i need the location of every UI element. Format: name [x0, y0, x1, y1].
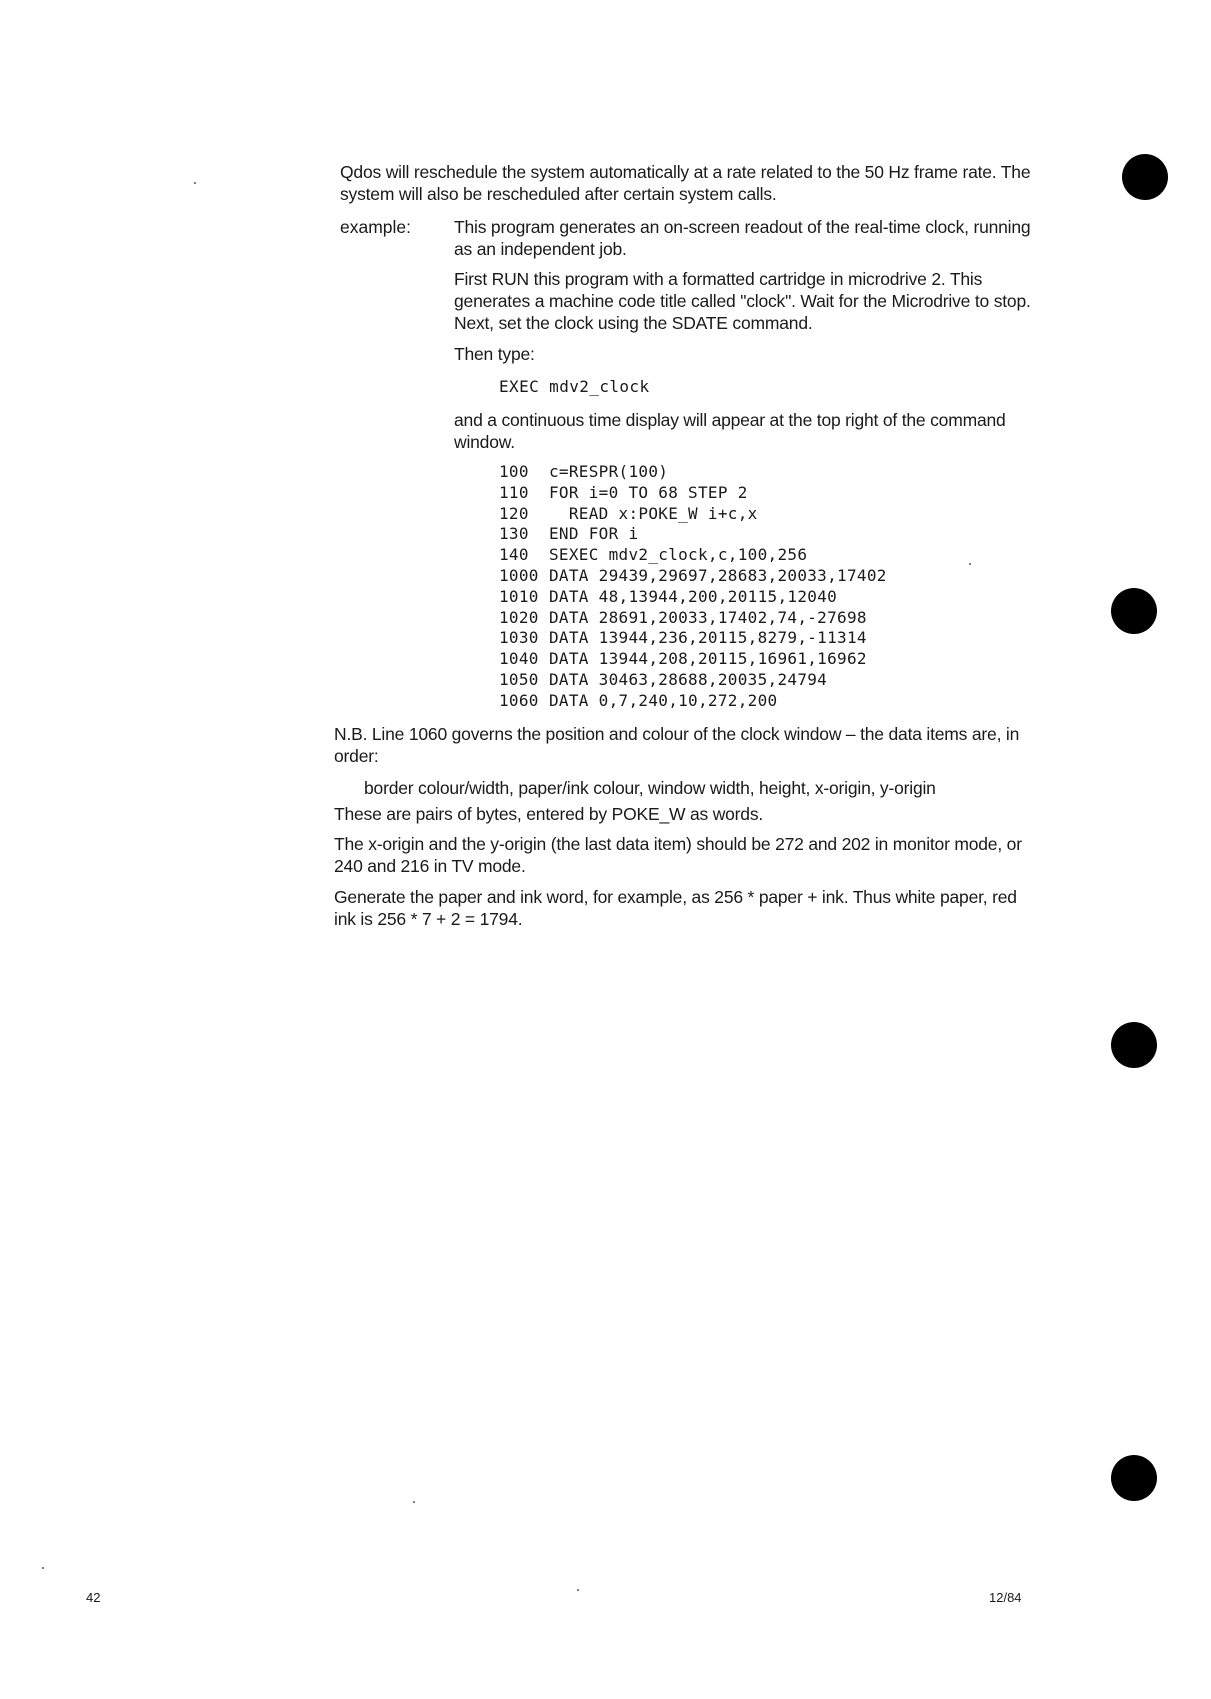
code-listing [499, 462, 887, 712]
code-line-number: 1030 [499, 628, 539, 648]
code-line-text: DATA 13944,236,20115,8279,-11314 [549, 628, 867, 648]
scan-speck [42, 1567, 44, 1569]
scan-speck [969, 563, 971, 565]
footer-date: 12/84 [989, 1590, 1022, 1605]
pairs-line: These are pairs of bytes, entered by POKE_W as words. [334, 804, 764, 824]
code-line [499, 545, 887, 566]
code-line [499, 566, 887, 587]
code-line-number: 1020 [499, 607, 539, 627]
origin-paragraph: The x-origin and the y-origin (the last data item) should be 272 and 202 in monitor mode, or 240 and 216 in TV mode. [334, 834, 1022, 876]
code-line-text: SEXEC mdv2_clock,c,100,256 [549, 545, 808, 565]
intro-paragraph: Qdos will reschedule the system automatically at a rate related to the 50 Hz frame rate. The system will also be rescheduled after certain system calls. [340, 162, 1031, 204]
punch-hole [1122, 154, 1168, 200]
example-paragraph-1: This program generates an on-screen readout of the real-time clock, running as an independent job. [454, 217, 1031, 259]
code-line [499, 608, 887, 629]
example-label: example: [340, 217, 412, 237]
scan-speck [413, 1501, 415, 1503]
punch-hole [1111, 1022, 1157, 1068]
code-line-text: DATA 13944,208,20115,16961,16962 [549, 649, 867, 669]
code-line-text: DATA 0,7,240,10,272,200 [549, 690, 778, 710]
code-line-text: DATA 30463,28688,20035,24794 [549, 669, 828, 689]
code-line-number: 1060 [499, 690, 539, 710]
code-line [499, 462, 887, 483]
code-line-number: 130 [499, 524, 529, 544]
code-line-text: FOR i=0 TO 68 STEP 2 [549, 482, 748, 502]
code-line-number: 1010 [499, 586, 539, 606]
punch-hole [1111, 588, 1157, 634]
example-paragraph-4: and a continuous time display will appear at the top right of the command window. [454, 410, 1006, 452]
code-line [499, 628, 887, 649]
punch-hole [1111, 1455, 1157, 1501]
code-line [499, 524, 887, 545]
exec-command: EXEC mdv2_clock [499, 377, 650, 396]
code-line-text: END FOR i [549, 524, 639, 544]
page-number: 42 [86, 1590, 101, 1605]
example-paragraph-2: First RUN this program with a formatted cartridge in microdrive 2. This generates a machine code title called "clock". Wait for the Microdrive to stop. Next, set the clock using the SDATE command. [454, 269, 1031, 333]
code-line [499, 483, 887, 504]
generate-paragraph: Generate the paper and ink word, for example, as 256 * paper + ink. Thus white paper, red ink is 256 * 7 + 2 = 1794. [334, 887, 1017, 929]
code-line-number: 1040 [499, 649, 539, 669]
code-line-number: 100 [499, 462, 529, 481]
code-line-text: DATA 29439,29697,28683,20033,17402 [549, 565, 887, 585]
code-line-number: 120 [499, 503, 529, 523]
code-line [499, 649, 887, 670]
code-line [499, 670, 887, 691]
code-line-number: 1050 [499, 669, 539, 689]
code-line-number: 140 [499, 545, 529, 565]
code-line [499, 504, 887, 525]
scan-speck [577, 1589, 579, 1591]
fields-line: border colour/width, paper/ink colour, window width, height, x-origin, y-origin [364, 778, 936, 798]
code-line-text: DATA 48,13944,200,20115,12040 [549, 586, 838, 606]
code-line-number: 110 [499, 482, 529, 502]
example-paragraph-3: Then type: [454, 344, 535, 364]
scan-speck [194, 182, 196, 184]
code-line [499, 587, 887, 608]
code-line-text: READ x:POKE_W i+c,x [549, 503, 758, 523]
code-line-number: 1000 [499, 565, 539, 585]
code-line-text: c=RESPR(100) [549, 462, 669, 481]
nb-paragraph: N.B. Line 1060 governs the position and colour of the clock window – the data items are, in order: [334, 724, 1020, 766]
code-line-text: DATA 28691,20033,17402,74,-27698 [549, 607, 867, 627]
code-line [499, 691, 887, 712]
